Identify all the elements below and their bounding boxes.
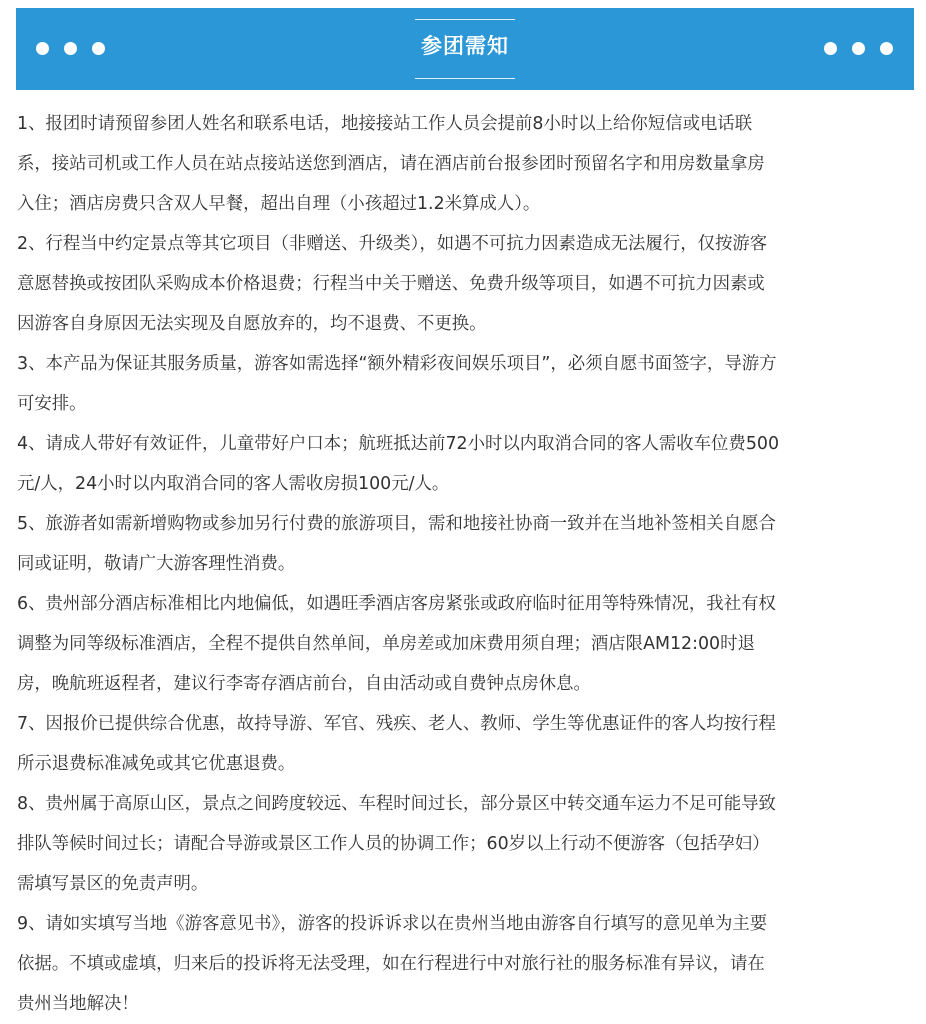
notice-item-3: 3、本产品为保证其服务质量，游客如需选择“额外精彩夜间娱乐项目”，必须自愿书面签字，导游方 可安排。 [17,354,777,414]
title-bottom-rule [415,78,515,79]
title-top-rule [415,19,515,20]
notice-list [17,104,914,1024]
notice-item-6: 6、贵州部分酒店标准相比内地偏低，如遇旺季酒店客房紧张或政府临时征用等特殊情况，我社有权 调整为同等级标准酒店，全程不提供自然单间，单房差或加床费用须自理；酒店限AM12:00时退 房，晚航班返程者，建议行李寄存酒店前台，自由活动或自费钟点房休息。 [17,594,776,694]
dot-icon [852,42,865,55]
notice-item-4: 4、请成人带好有效证件，儿童带好户口本；航班抵达前72小时以内取消合同的客人需收车位费500 元/人，24小时以内取消合同的客人需收房损100元/人。 [17,434,780,494]
page-title: 参团需知 [421,34,509,58]
notice-item-5: 5、旅游者如需新增购物或参加另行付费的旅游项目，需和地接社协商一致并在当地补签相关自愿合 同或证明，敬请广大游客理性消费。 [17,514,776,574]
notice-item-1: 1、报团时请预留参团人姓名和联系电话，地接接站工作人员会提前8小时以上给你短信或电话联 系，接站司机或工作人员在站点接站送您到酒店，请在酒店前台报参团时预留名字和用房数量拿房 入住；酒店房费只含双人早餐，超出自理（小孩超过1.2米算成人）。 [17,114,765,214]
notice-item-9: 9、请如实填写当地《游客意见书》，游客的投诉诉求以在贵州当地由游客自行填写的意见单为主要 依据。不填或虚填，归来后的投诉将无法受理，如在行程进行中对旅行社的服务标准有异议，请在 贵州当地解决！ [17,914,768,1014]
right-dots [824,42,893,55]
header-banner [16,8,914,90]
notice-item-8: 8、贵州属于高原山区，景点之间跨度较远、车程时间过长，部分景区中转交通车运力不足可能导致 排队等候时间过长；请配合导游或景区工作人员的协调工作；60岁以上行动不便游客（包括孕妇） 需填写景区的免责声明。 [17,794,776,894]
dot-icon [880,42,893,55]
notice-item-7: 7、因报价已提供综合优惠，故持导游、军官、残疾、老人、教师、学生等优惠证件的客人均按行程 所示退费标准减免或其它优惠退费。 [17,714,776,774]
dot-icon [824,42,837,55]
notice-item-2: 2、行程当中约定景点等其它项目（非赠送、升级类），如遇不可抗力因素造成无法履行，仅按游客 意愿替换或按团队采购成本价格退费；行程当中关于赠送、免费升级等项目，如遇不可抗力因素或 因游客自身原因无法实现及自愿放弃的，均不退费、不更换。 [17,234,768,334]
